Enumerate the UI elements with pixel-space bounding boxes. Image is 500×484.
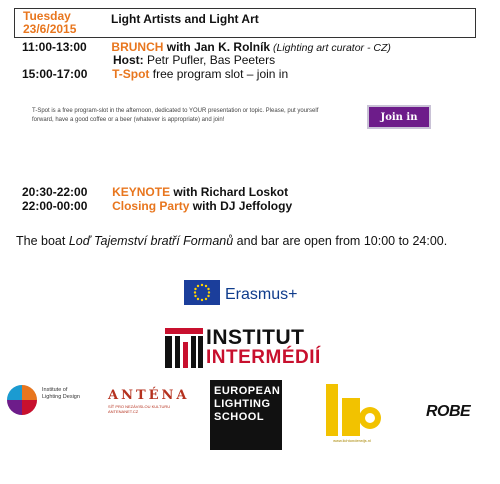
day-title: Light Artists and Light Art (111, 12, 259, 26)
schedule-row-keynote (22, 185, 288, 199)
antena-logo-subtext: SÍŤ PRO NEZÁVISLOU KULTURU ANTENANET.CZ (108, 404, 171, 414)
event-name: BRUNCH (111, 40, 164, 54)
els-line: SCHOOL (214, 411, 265, 423)
boat-info (16, 234, 447, 248)
day-header (14, 8, 476, 38)
ild-logo-text: Institute of Lighting Design (42, 387, 80, 400)
host-value: Petr Pufler, Bas Peeters (143, 53, 276, 67)
schedule-row-tspot (22, 67, 288, 81)
els-line: EUROPEAN (214, 385, 281, 397)
eu-flag-icon (184, 280, 220, 305)
time-label: 11:00-13:00 (22, 40, 87, 54)
event-desc: free program slot – join in (149, 67, 289, 81)
boat-suffix: and bar are open from 10:00 to 24:00. (233, 234, 448, 248)
ilo-logo-subtext: www.lichtonderwijs.nl (333, 438, 371, 443)
schedule-row-host (113, 53, 275, 67)
european-lighting-school-logo (210, 380, 282, 450)
event-name: T-Spot (112, 67, 150, 81)
institut-logo-line2: INTERMÉDIÍ (206, 347, 321, 368)
event-name: Closing Party (112, 199, 190, 213)
erasmus-logo-text: Erasmus+ (225, 286, 298, 303)
time-label: 22:00-00:00 (22, 199, 88, 213)
event-name: KEYNOTE (112, 185, 171, 199)
event-with: with Jan K. Rolník (163, 40, 271, 54)
antena-logo-text: ANTÉNA (108, 388, 190, 403)
date-label: 23/6/2015 (23, 22, 77, 36)
time-label: 15:00-17:00 (22, 67, 88, 81)
boat-name: Loď Tajemství bratří Formanů (68, 234, 234, 248)
join-in-button[interactable]: Join in (367, 105, 431, 129)
event-with: with DJ Jeffology (189, 199, 293, 213)
host-label: Host: (113, 53, 144, 67)
event-note: (Lighting art curator - CZ) (270, 42, 391, 54)
institut-mark-icon (165, 328, 203, 368)
schedule-row-party (22, 199, 292, 213)
time-label: 20:30-22:00 (22, 185, 88, 199)
ild-logo-icon (6, 384, 38, 416)
tspot-description: T-Spot is a free program-slot in the afternoon, dedicated to YOUR presentation or topic. Please, put yourself forward, have a good coffee or a beer (whatever is appropriate) and join! (32, 108, 319, 123)
boat-prefix: The boat (16, 234, 69, 248)
robe-logo-text: ROBE (426, 403, 471, 420)
event-with: with Richard Loskot (170, 185, 289, 199)
day-label: Tuesday (23, 9, 71, 23)
els-line: LIGHTING (214, 398, 271, 410)
institut-logo-line1: INSTITUT (206, 326, 305, 349)
